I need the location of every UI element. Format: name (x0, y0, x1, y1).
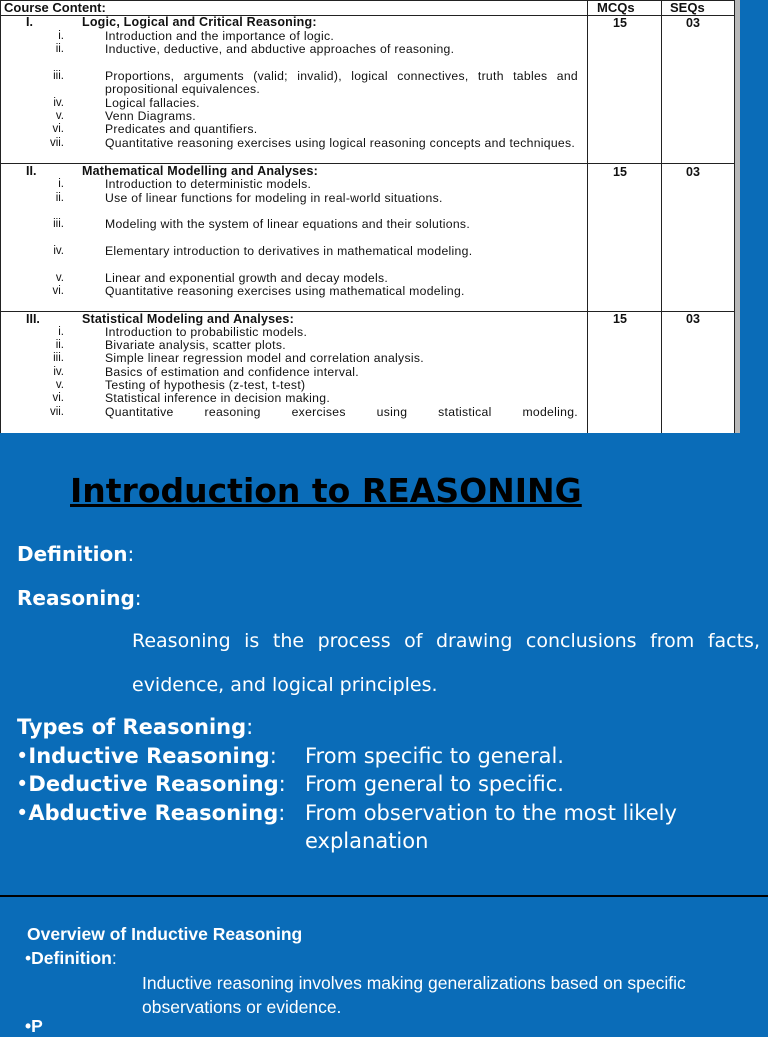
list-item: Quantitative reasoning exercises using mathematical modeling. (105, 284, 465, 298)
list-item: Bivariate analysis, scatter plots. (105, 338, 286, 352)
course-content-table (0, 0, 740, 433)
reasoning-heading (17, 586, 142, 610)
section-seqs: 03 (686, 312, 700, 326)
list-item: Basics of estimation and confidence interval. (105, 365, 359, 379)
definition-heading (17, 542, 134, 566)
list-item: Inductive, deductive, and abductive approaches of reasoning. (105, 42, 455, 56)
section-numeral: III. (26, 312, 40, 326)
table-border-left (0, 0, 1, 433)
type-colon: : (278, 801, 286, 825)
definition-label: Definition (17, 542, 128, 566)
types-label: Types of Reasoning (17, 715, 247, 739)
reasoning-slide (0, 433, 768, 895)
item-numeral: v. (55, 272, 64, 284)
table-divider-mcqs (587, 0, 588, 433)
reasoning-definition-line-1: Reasoning is the process of drawing conclusions from facts, (132, 630, 760, 652)
item-numeral: i. (58, 326, 64, 338)
item-numeral: vi. (52, 285, 64, 297)
type-description: From specific to general. (305, 744, 564, 768)
list-item: Logical fallacies. (105, 96, 200, 110)
item-numeral: iii. (53, 218, 64, 230)
type-name: Inductive Reasoning (28, 744, 270, 768)
section-title: Statistical Modeling and Analyses: (82, 312, 294, 326)
item-numeral: vi. (52, 123, 64, 135)
type-colon: : (269, 744, 277, 768)
table-border-right (734, 0, 735, 433)
list-item: Simple linear regression model and correlation analysis. (105, 351, 424, 365)
list-item: Proportions, arguments (valid; invalid), logical connectives, truth tables and propositional equivalences. (105, 69, 578, 97)
list-item: Quantitative reasoning exercises using logical reasoning concepts and techniques. (105, 136, 576, 150)
definition-colon: : (127, 542, 135, 566)
section-numeral: I. (26, 15, 33, 29)
overview-definition-text: Inductive reasoning involves making generalizations based on specific observations or evidence. (142, 973, 686, 1017)
section-numeral: II. (26, 164, 37, 178)
reasoning-label: Reasoning (17, 586, 135, 610)
section-title: Logic, Logical and Critical Reasoning: (82, 15, 317, 29)
item-numeral: i. (58, 178, 64, 190)
list-item: Modeling with the system of linear equations and their solutions. (105, 217, 471, 231)
list-item: Testing of hypothesis (z-test, t-test) (105, 378, 306, 392)
overview-definition-heading: •Definition: (25, 948, 117, 968)
overview-definition-label: Definition (31, 948, 112, 968)
item-numeral: vii. (49, 406, 64, 418)
type-name: Abductive Reasoning (28, 801, 279, 825)
type-row-inductive: •Inductive Reasoning: (16, 744, 277, 768)
type-description: From observation to the most likely explanation (305, 801, 677, 853)
type-row-abductive: •Abductive Reasoning: (16, 801, 286, 825)
list-item: Introduction to deterministic models. (105, 177, 312, 191)
type-description: From general to specific. (305, 772, 564, 796)
section-title: Mathematical Modelling and Analyses: (82, 164, 318, 178)
list-item: Quantitative reasoning exercises using statistical modeling. (105, 405, 578, 419)
list-item: Linear and exponential growth and decay models. (105, 271, 389, 285)
section-seqs: 03 (686, 165, 700, 179)
item-numeral: iii. (53, 70, 64, 82)
overview-title: Overview of Inductive Reasoning (27, 924, 303, 944)
section-mcqs: 15 (613, 16, 627, 30)
header-course-content: Course Content: (4, 0, 106, 15)
section-mcqs: 15 (613, 165, 627, 179)
list-item: Venn Diagrams. (105, 109, 196, 123)
reasoning-definition-line-2: evidence, and logical principles. (132, 674, 438, 696)
types-heading (17, 714, 253, 740)
list-item: Predicates and quantifiers. (105, 122, 258, 136)
reasoning-definition (132, 619, 760, 707)
header-mcqs: MCQs (597, 0, 635, 15)
item-numeral: iv. (53, 245, 64, 257)
list-item: Introduction and the importance of logic. (105, 29, 335, 43)
item-numeral: v. (55, 379, 64, 391)
section-mcqs: 15 (613, 312, 627, 326)
type-row-deductive: •Deductive Reasoning: (16, 772, 286, 796)
item-numeral: i. (58, 30, 64, 42)
item-numeral: iii. (53, 352, 64, 364)
list-item: Elementary introduction to derivatives in mathematical modeling. (105, 244, 473, 258)
item-numeral: ii. (55, 43, 64, 55)
slide-title: Introduction to REASONING (70, 471, 582, 510)
item-numeral: iv. (53, 97, 64, 109)
item-numeral: ii. (55, 339, 64, 351)
table-divider-seqs (661, 0, 662, 433)
overview-next-bullet: •P (25, 1016, 43, 1036)
type-name: Deductive Reasoning (28, 772, 279, 796)
item-numeral: iv. (53, 366, 64, 378)
item-numeral: vii. (49, 137, 64, 149)
type-colon: : (278, 772, 286, 796)
overview-next-text: P (31, 1016, 43, 1036)
item-numeral: vi. (52, 392, 64, 404)
section-seqs: 03 (686, 16, 700, 30)
item-numeral: v. (55, 110, 64, 122)
item-numeral: ii. (55, 192, 64, 204)
list-item: Introduction to probabilistic models. (105, 325, 308, 339)
list-item: Statistical inference in decision making. (105, 391, 331, 405)
inductive-overview (0, 897, 768, 1036)
header-seqs: SEQs (670, 0, 705, 15)
list-item: Use of linear functions for modeling in real-world situations. (105, 191, 443, 205)
overview-definition-colon: : (111, 948, 117, 968)
types-colon: : (246, 715, 254, 739)
reasoning-colon: : (134, 586, 142, 610)
